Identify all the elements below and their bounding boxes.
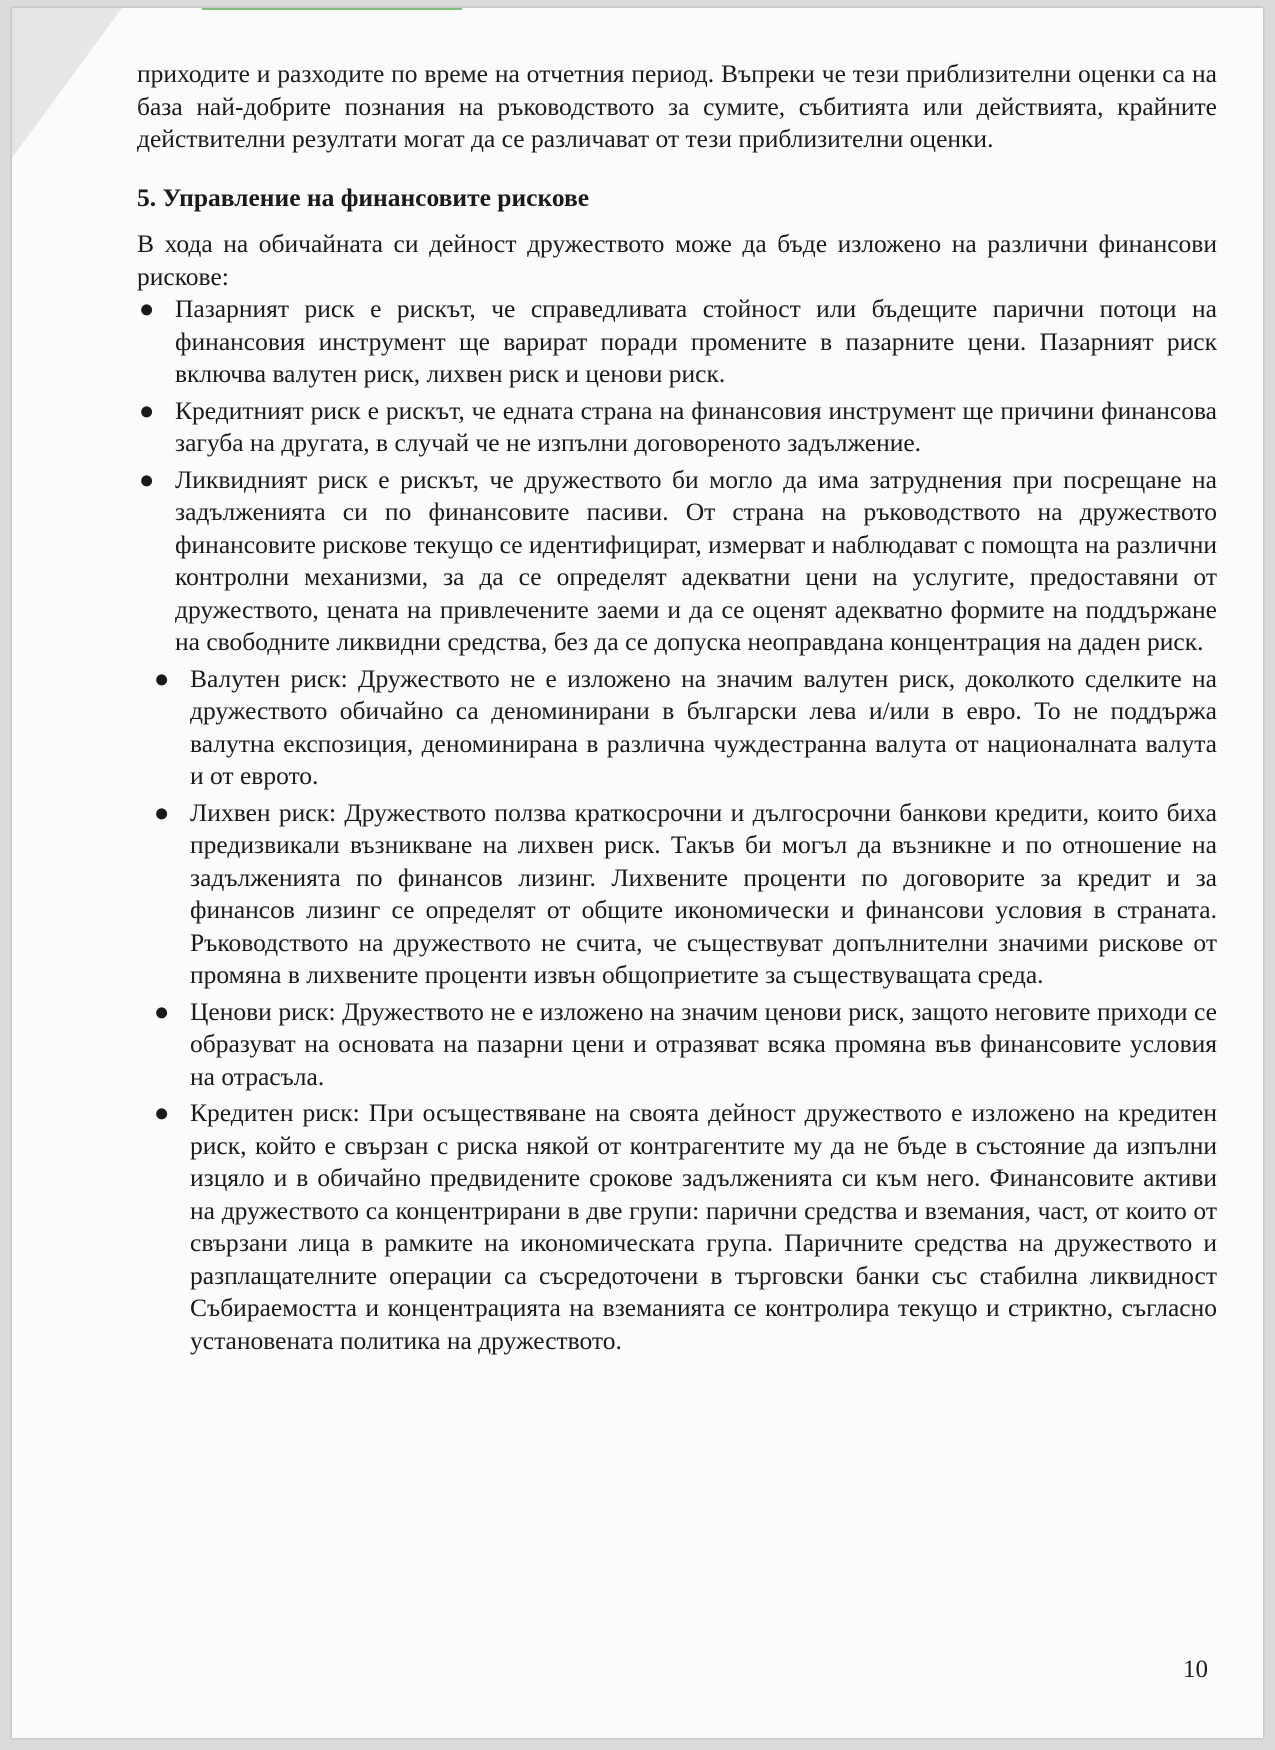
intro-paragraph: приходите и разходите по време на отчетния период. Въпреки че тези приблизителни оценки са на база най-добрите познания на ръководството за сумите, събитията или действията, крайните действителни резултати могат да се различават от тези приблизителни оценки. bbox=[137, 59, 1217, 153]
bullet-icon: ● bbox=[154, 1098, 170, 1127]
list-item-credit-risk-definition bbox=[137, 395, 1217, 460]
page-number: 10 bbox=[1183, 1656, 1208, 1683]
list-item-text: Валутен риск: Дружеството не е изложено на значим валутен риск, доколкото сделките на дружеството обичайно са деноминирани в български лева и/или в евро. То не поддържа валутна експозиция, деноминирана в различна чуждестранна валута от националната валута и от еврото. bbox=[190, 663, 1217, 790]
bullet-icon: ● bbox=[139, 464, 155, 494]
list-item-price-risk bbox=[152, 996, 1217, 1094]
list-item-currency-risk bbox=[152, 663, 1217, 793]
list-item-text: Лихвен риск: Дружеството ползва краткосрочни и дългосрочни банкови кредити, които биха предизвикали възникване на лихвен риск. Такъв би могъл да възникне и по отношение на задълженията по финансов лизинг. Лихвените проценти по договорите за кредит и за финансов лизинг се определят от общите икономически и финансови условия в страната. Ръководството на дружеството не счита, че съществуват допълнителни значими рискове от промяна в лихвените проценти извън общоприетите за съществуващата среда. bbox=[190, 797, 1217, 989]
list-item-liquidity-risk bbox=[137, 464, 1217, 659]
bullet-icon: ● bbox=[139, 294, 155, 323]
bullet-icon: ● bbox=[139, 395, 155, 425]
list-item-interest-risk bbox=[152, 797, 1217, 992]
scan-edge-mark bbox=[202, 8, 462, 10]
page-content bbox=[137, 58, 1217, 1361]
list-item-text: Кредитният риск е рискът, че едната страна на финансовия инструмент ще причини финансова загуба на другата, в случай че не изпълни договореното задължение. bbox=[175, 395, 1217, 457]
list-item-text: Ценови риск: Дружеството не е изложено на значим ценови риск, защото неговите приходи се образуват на основата на пазарни цени и отразяват всяка промяна във финансовите условия на отрасъла. bbox=[190, 996, 1217, 1091]
risk-list bbox=[137, 293, 1217, 1357]
bullet-icon: ● bbox=[154, 996, 170, 1026]
list-item-credit-risk bbox=[152, 1097, 1217, 1357]
list-item-text: Ликвидният риск е рискът, че дружеството би могло да има затруднения при посрещане на задълженията си по финансовите пасиви. От страна на ръководството на дружеството финансовите рискове текущо се идентифицират, измерват и наблюдават с помощта на различни контролни механизми, за да се определят адекватни цени на услугите, предоставяни от дружеството, цената на привлечените заеми и да се оценят адекватно формите на поддържане на свободните ликвидни средства, без да се допуска неоправдана концентрация на даден риск. bbox=[175, 464, 1217, 656]
bullet-icon: ● bbox=[154, 797, 170, 827]
list-item-text: Кредитен риск: При осъществяване на своята дейност дружеството е изложено на кредитен риск, който е свързан с риска някой от контрагентите му да не бъде в състояние да изпълни изцяло и в обичайно предвидените срокове задълженията си към него. Финансовите активи на дружеството са концентрирани в две групи: парични средства и вземания, част, от които от свързани лица в рамките на икономическата група. Паричните средства на дружеството и разплащателните операции са съсредоточени в търговски банки със стабилна ликвидност Събираемостта и концентрацията на вземанията се контролира текущо и стриктно, съгласно установената политика на дружеството. bbox=[190, 1098, 1217, 1355]
list-item-market-risk bbox=[137, 293, 1217, 391]
section-intro: В хода на обичайната си дейност дружеството може да бъде изложено на различни финансови рискове: bbox=[137, 229, 1217, 291]
section-heading: 5. Управление на финансовите рискове bbox=[137, 182, 590, 212]
document-page bbox=[12, 8, 1263, 1738]
folded-corner bbox=[12, 8, 122, 158]
bullet-icon: ● bbox=[154, 663, 170, 693]
list-item-text: Пазарният риск е рискът, че справедливата стойност или бъдещите парични потоци на финансовия инструмент ще варират поради промените в пазарните цени. Пазарният риск включва валутен риск, лихвен риск и ценови риск. bbox=[175, 294, 1217, 388]
